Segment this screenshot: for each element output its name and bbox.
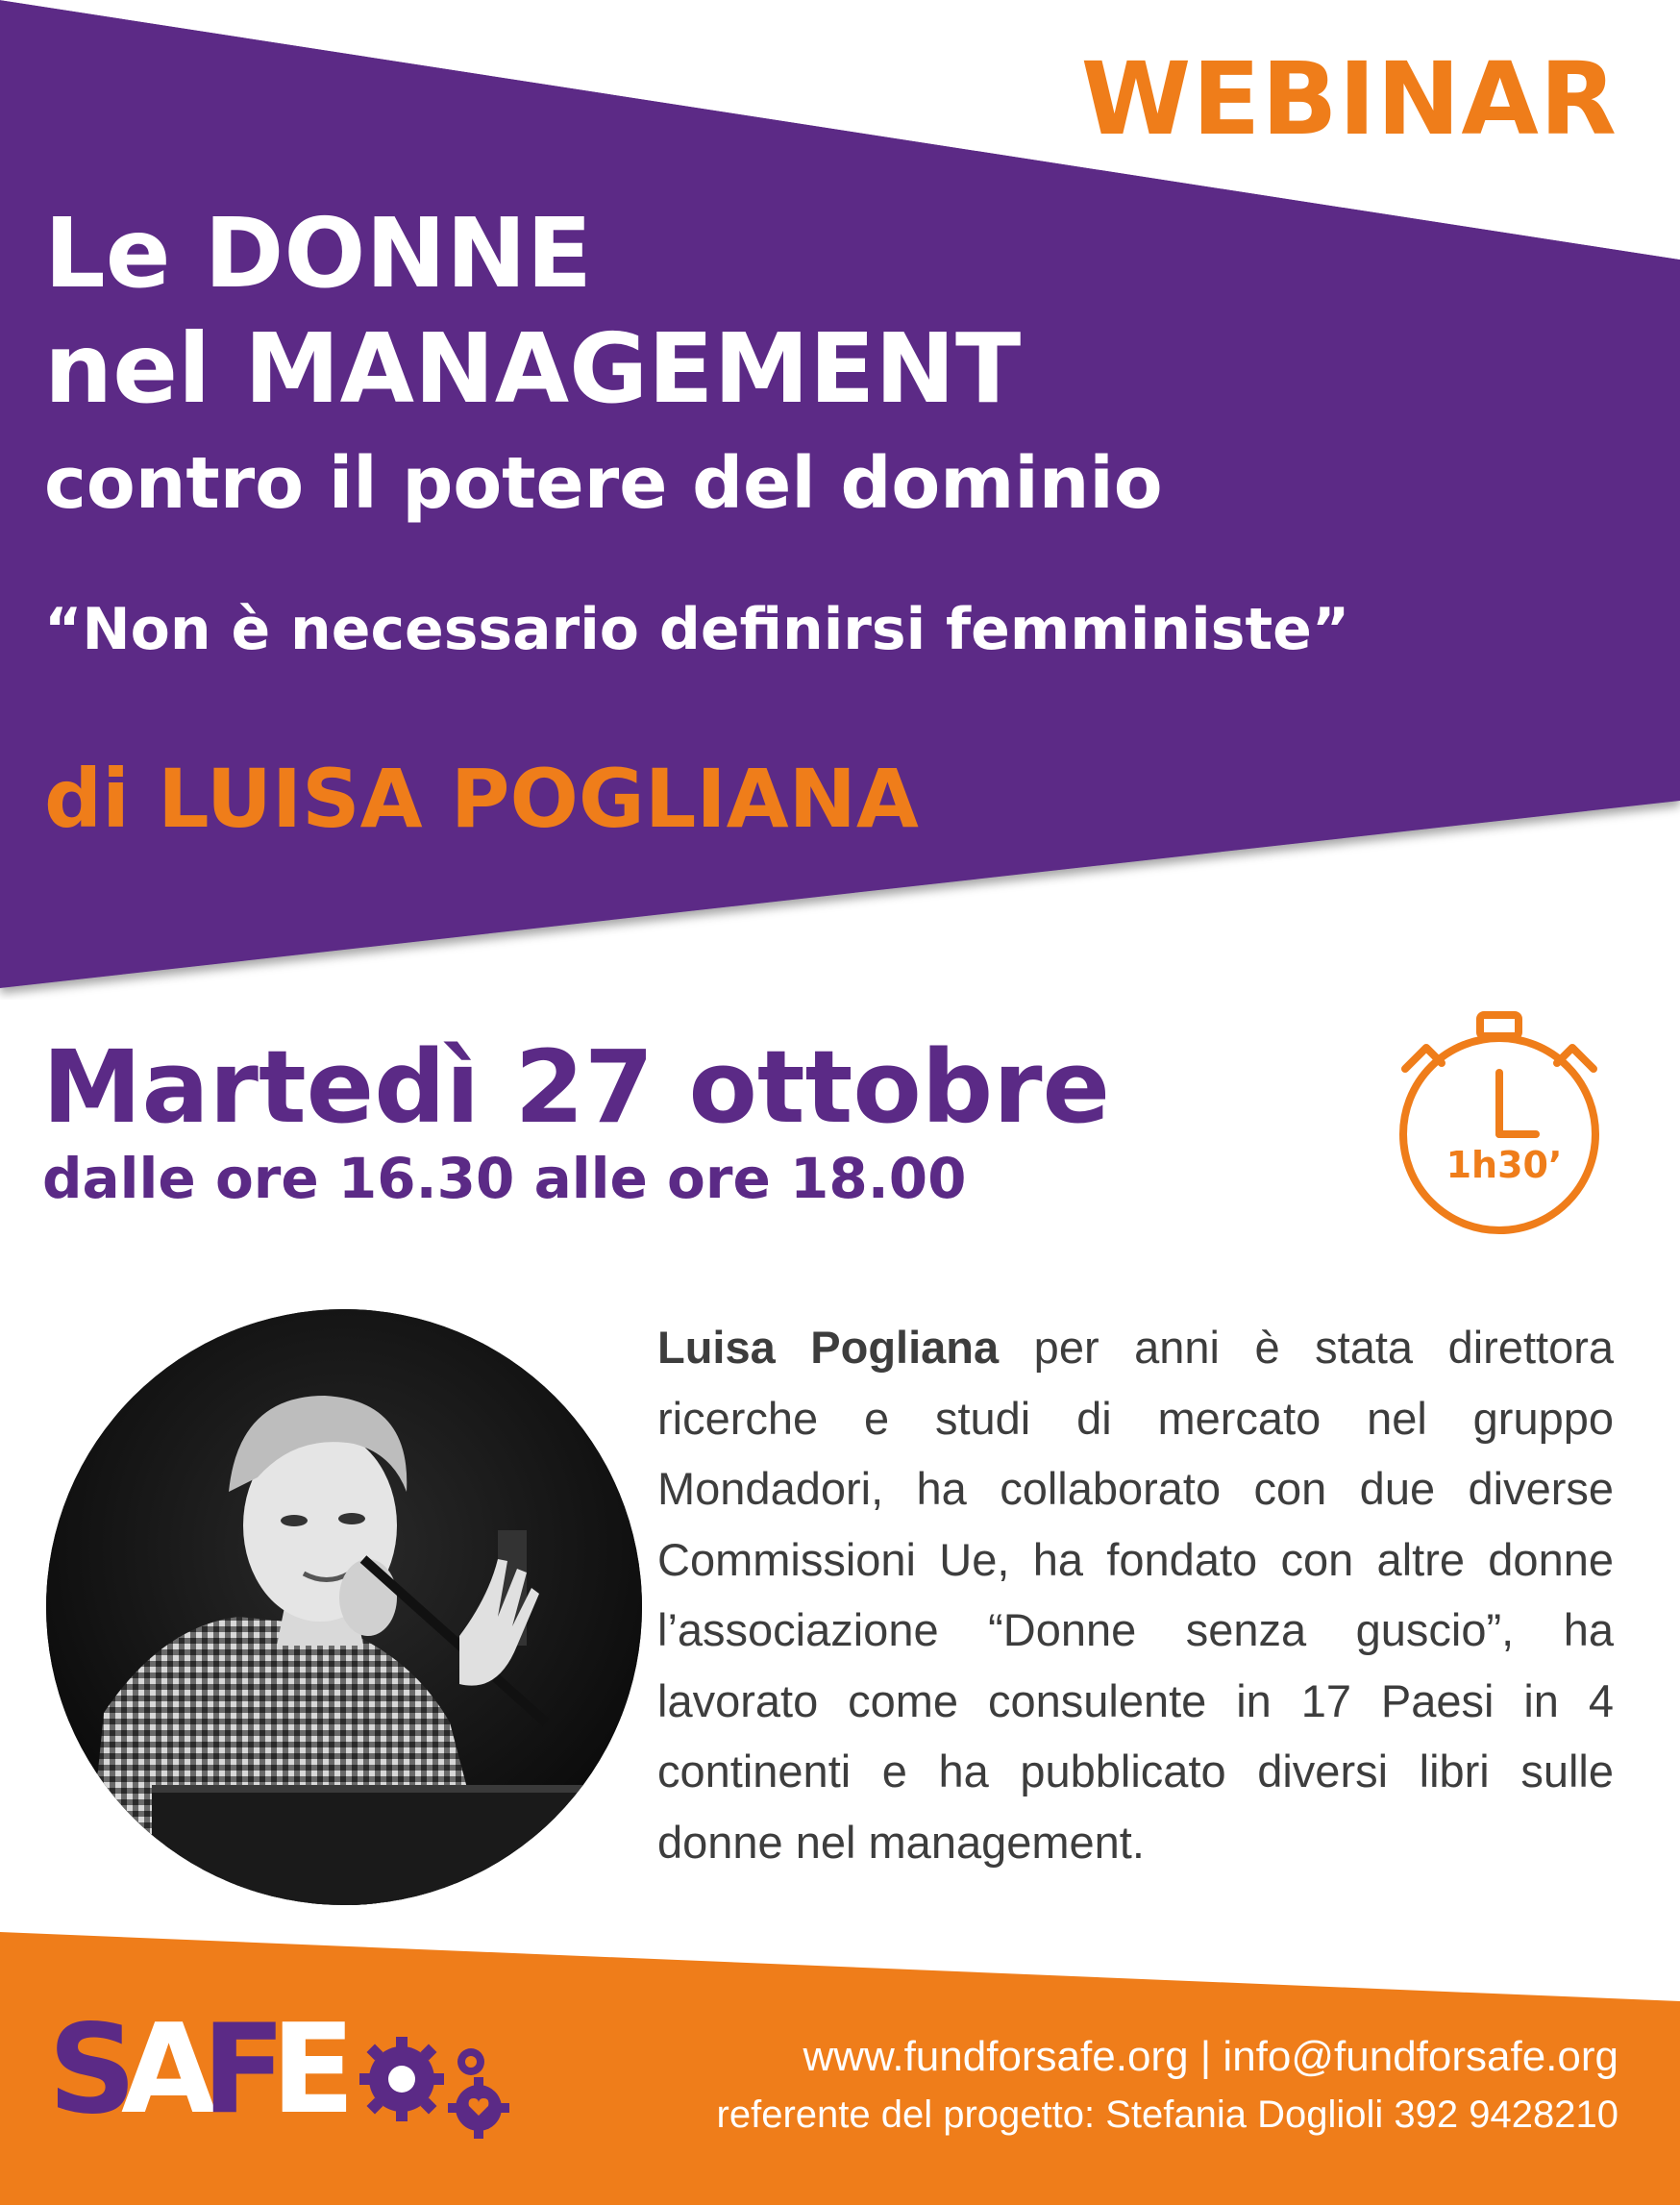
footer-contact: referente del progetto: Stefania Doglioli 392 9428210 <box>716 2094 1618 2136</box>
webinar-label: WEBINAR <box>1080 40 1618 158</box>
safe-logo <box>48 2004 529 2139</box>
title-line-1: Le DONNE <box>44 197 593 310</box>
footer-links[interactable]: www.fundforsafe.org | info@fundforsafe.org <box>803 2033 1618 2080</box>
title-line-2: nel MANAGEMENT <box>44 312 1022 425</box>
svg-text:F: F <box>202 2004 279 2139</box>
gear-icon <box>448 2077 509 2139</box>
svg-text:S: S <box>48 2004 130 2139</box>
speaker-photo <box>46 1309 642 1905</box>
event-date: Martedì 27 ottobre <box>42 1028 1111 1146</box>
author-line: di LUISA POGLIANA <box>44 752 919 846</box>
svg-text:E: E <box>271 2004 348 2139</box>
gear-icon <box>457 2048 484 2075</box>
event-time: dalle ore 16.30 alle ore 18.00 <box>42 1146 967 1211</box>
subtitle: contro il potere del dominio <box>44 442 1163 525</box>
stopwatch-icon <box>1384 1009 1615 1240</box>
speaker-bio <box>657 1312 1614 1877</box>
bio-text: per anni è stata direttora ricerche e studi di mercato nel gruppo Mondadori, ha collaborato con due diverse Commissioni Ue, ha fondato con altre donne l’associazione “Donne senza guscio”, ha lavorato come consulente in 17 Paesi in 4 continenti e ha pubblicato diversi libri sulle donne nel management. <box>657 1322 1615 1868</box>
duration-label: 1h30’ <box>1445 1144 1563 1186</box>
speaker-name: Luisa Pogliana <box>657 1322 1000 1373</box>
gear-icon <box>359 2037 444 2121</box>
svg-text:A: A <box>121 2004 210 2139</box>
quote: “Non è necessario definirsi femministe” <box>44 596 1350 663</box>
